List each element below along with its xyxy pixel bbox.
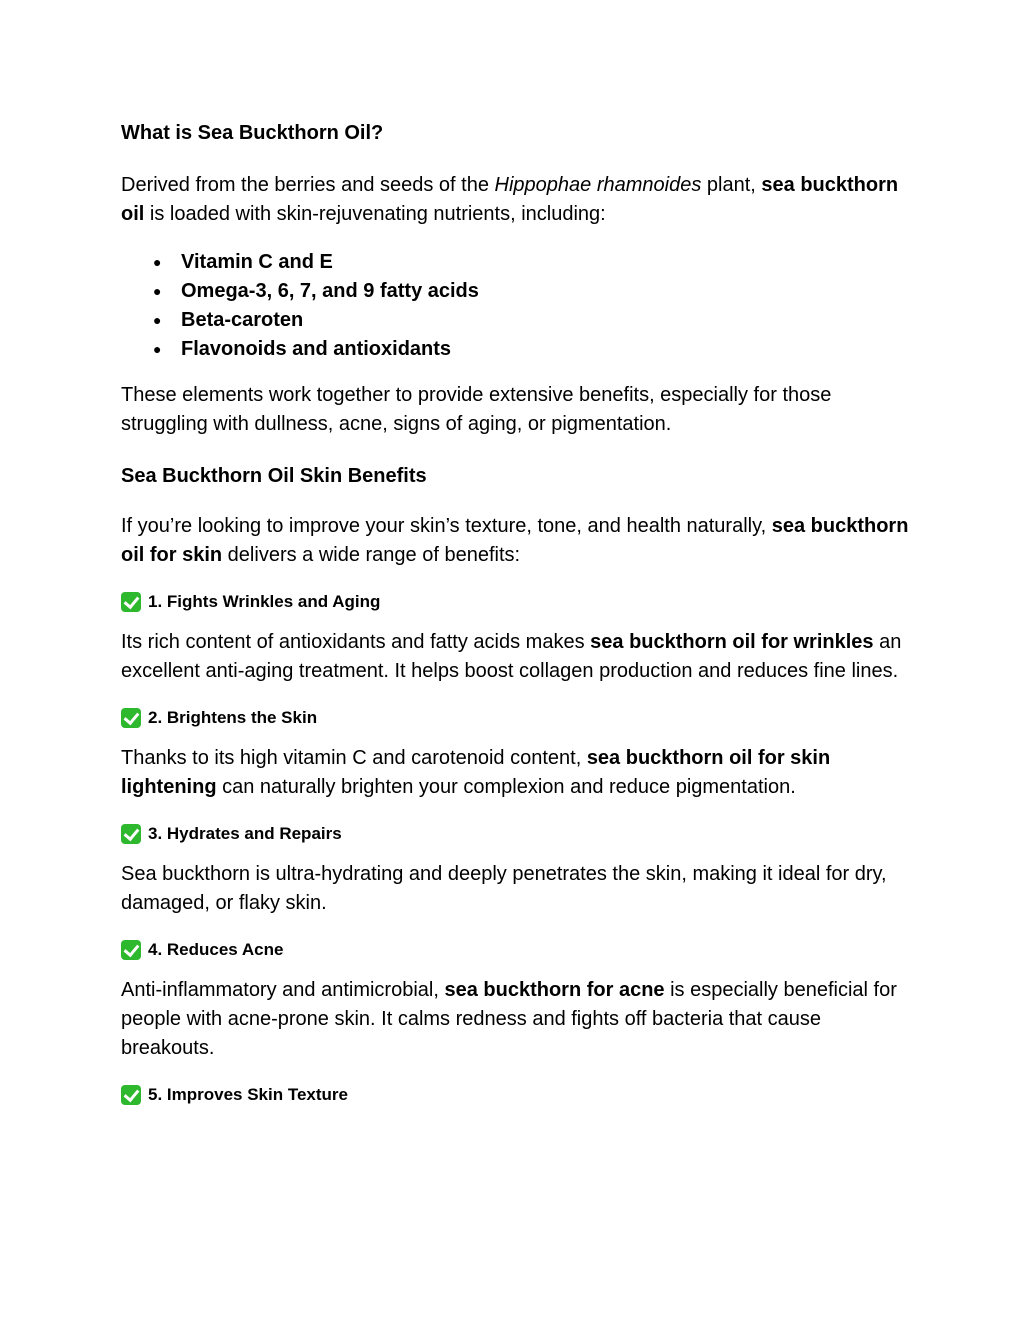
check-mark-icon — [121, 592, 141, 612]
nutrient-label: Flavonoids and antioxidants — [181, 338, 452, 360]
check-mark-icon — [121, 824, 141, 844]
list-item — [153, 335, 911, 364]
list-item — [153, 306, 911, 335]
benefit-text-1: Its rich content of antioxidants and fatty acids makes — [121, 631, 591, 653]
heading-what-is: What is Sea Buckthorn Oil? — [121, 122, 384, 144]
benefit-heading-2 — [121, 706, 911, 730]
benefit-bold: sea buckthorn oil for wrinkles — [590, 631, 874, 653]
list-item — [153, 277, 911, 306]
benefit-text-2: is especially beneficial for people with acne-prone skin. It calms redness and fights off bacteria that cause breakouts. — [121, 979, 897, 1059]
benefits-intro-text-1: If you’re looking to improve your skin’s texture, tone, and health naturally, — [121, 515, 772, 537]
benefit-title: 5. Improves Skin Texture — [148, 1085, 348, 1104]
nutrient-label: Omega-3, 6, 7, and 9 fatty acids — [181, 280, 479, 302]
bullet-icon: ● — [153, 341, 162, 357]
benefit-title: 2. Brightens the Skin — [148, 708, 318, 727]
benefit-text-2: an excellent anti-aging treatment. It helps boost collagen production and reduces fine lines. — [121, 631, 902, 682]
bullet-icon: ● — [153, 254, 162, 270]
benefit-bold: sea buckthorn for acne — [444, 979, 665, 1001]
benefit-text-2: can naturally brighten your complexion and reduce pigmentation. — [216, 776, 796, 798]
intro-text-3: is loaded with skin-rejuvenating nutrients, including: — [144, 203, 606, 225]
intro-bold-oil: sea buckthorn oil — [121, 174, 899, 225]
nutrient-label: Vitamin C and E — [181, 251, 333, 273]
benefit-paragraph-1 — [121, 628, 911, 686]
benefit-title: 4. Reduces Acne — [148, 940, 284, 959]
benefit-heading-3 — [121, 822, 911, 846]
benefit-heading-4 — [121, 938, 911, 962]
benefits-intro-text-2: delivers a wide range of benefits: — [222, 544, 521, 566]
benefit-title: 1. Fights Wrinkles and Aging — [148, 592, 381, 611]
check-mark-icon — [121, 940, 141, 960]
benefit-text-1: Thanks to its high vitamin C and carotenoid content, — [121, 747, 587, 769]
benefit-bold: sea buckthorn oil for skin lightening — [121, 747, 831, 798]
list-item — [153, 248, 911, 277]
intro-paragraph — [121, 171, 911, 229]
benefit-text-1: Anti-inflammatory and antimicrobial, — [121, 979, 445, 1001]
check-mark-icon — [121, 1085, 141, 1105]
intro-italic-plant: Hippophae rhamnoides — [494, 174, 702, 196]
intro-text-1: Derived from the berries and seeds of the — [121, 174, 495, 196]
benefit-heading-5 — [121, 1083, 911, 1107]
intro-text-2: plant, — [701, 174, 762, 196]
benefit-heading-1 — [121, 590, 911, 614]
heading-skin-benefits: Sea Buckthorn Oil Skin Benefits — [121, 465, 427, 487]
nutrient-list — [121, 248, 911, 364]
benefit-paragraph-4 — [121, 976, 911, 1063]
summary-paragraph: These elements work together to provide extensive benefits, especially for those struggling with dullness, acne, signs of aging, or pigmentation. — [121, 384, 832, 435]
nutrient-label: Beta-caroten — [181, 309, 304, 331]
benefit-paragraph-2 — [121, 744, 911, 802]
document-page — [121, 118, 911, 1107]
bullet-icon: ● — [153, 283, 162, 299]
benefit-text-1: Sea buckthorn is ultra-hydrating and deeply penetrates the skin, making it ideal for dry, damaged, or flaky skin. — [121, 863, 887, 914]
check-mark-icon — [121, 708, 141, 728]
benefits-intro-bold: sea buckthorn oil for skin — [121, 515, 909, 566]
bullet-icon: ● — [153, 312, 162, 328]
benefit-title: 3. Hydrates and Repairs — [148, 824, 342, 843]
benefit-paragraph-3 — [121, 860, 911, 918]
benefits-intro-paragraph — [121, 512, 911, 570]
